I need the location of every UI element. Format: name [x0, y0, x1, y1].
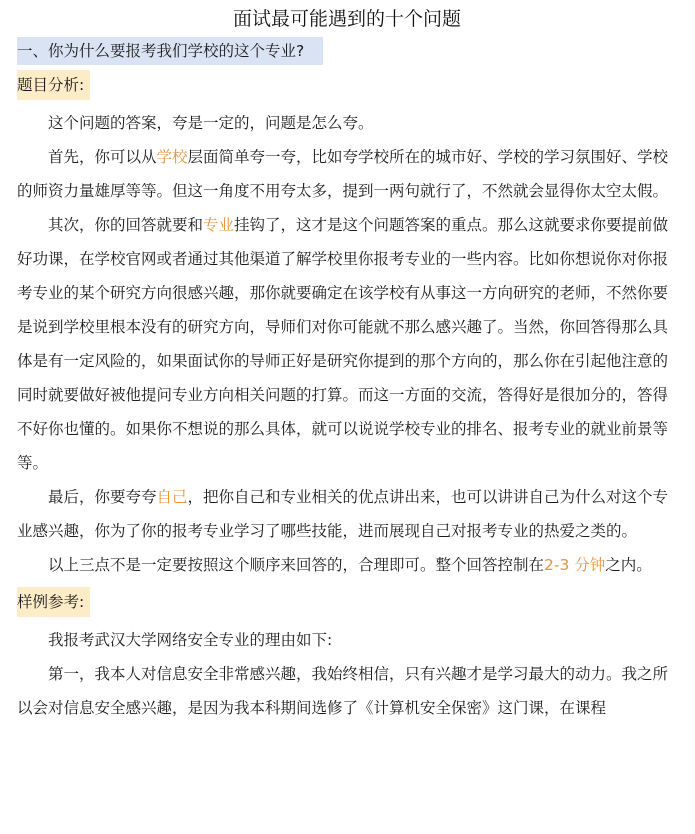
paragraph-summary	[17, 548, 677, 582]
text-segment: 层面简单夸一夸，比如夸学校所在的城市好、学校的学习氛围好、学校的师资力量雄厚等等。但这一角度不用夸太多，提到一两句就行了，不然就会显得你太空太假。	[17, 148, 669, 200]
highlight-self: 自己	[156, 488, 188, 506]
text-segment: 最后，你要夸夸	[48, 488, 157, 506]
page-title: 面试最可能遇到的十个问题	[232, 8, 461, 30]
paragraph-major	[17, 208, 677, 480]
text-segment: ，把你自己和专业相关的优点讲出来，也可以讲讲自己为什么对这个专业感兴趣，你为了你的报考专业学习了哪些技能，进而展现自己对报考专业的热爱之类的。	[17, 488, 669, 540]
text-segment: 其次，你的回答就要和	[48, 216, 204, 234]
analysis-label: 题目分析:	[17, 70, 90, 100]
paragraph-self	[17, 480, 677, 548]
text-segment: 以上三点不是一定要按照这个顺序来回答的，合理即可。整个回答控制在	[48, 556, 545, 574]
sample-first: 第一，我本人对信息安全非常感兴趣，我始终相信，只有兴趣才是学习最大的动力。我之所以会对信息安全感兴趣，是因为我本科期间选修了《计算机安全保密》这门课，在课程	[17, 665, 669, 717]
document-page	[0, 4, 695, 834]
highlight-duration: 2-3 分钟	[544, 556, 606, 574]
text-segment: 首先，你可以从	[48, 148, 157, 166]
text-segment: 之内。	[605, 556, 652, 574]
sample-label: 样例参考:	[17, 587, 90, 617]
text-segment: 挂钩了，这才是这个问题答案的重点。那么这就要求你要提前做好功课，在学校官网或者通过其他渠道了解学校里你报考专业的一些内容。比如你想说你对你报考专业的某个研究方向很感兴趣，那你就要确定在该学校有从事这一方向研究的老师，不然你要是说到学校里根本没有的研究方向，导师们对你可能就不那么感兴趣了。当然，你回答得那么具体是有一定风险的，如果面试你的导师正好是研究你提到的那个方向的，那么你在引起他注意的同时就要做好被他提问专业方向相关问题的打算。而这一方面的交流，答得好是很加分的，答得不好你也懂的。如果你不想说的那么具体，就可以说说学校专业的排名、报考专业的就业前景等等。	[17, 216, 669, 472]
highlight-school: 学校	[156, 148, 188, 166]
paragraph-intro: 这个问题的答案，夸是一定的，问题是怎么夸。	[48, 114, 374, 132]
highlight-major: 专业	[203, 216, 235, 234]
section-heading: 一、你为什么要报考我们学校的这个专业?	[17, 37, 323, 65]
sample-intro: 我报考武汉大学网络安全专业的理由如下:	[48, 631, 333, 649]
paragraph-school	[17, 140, 677, 208]
